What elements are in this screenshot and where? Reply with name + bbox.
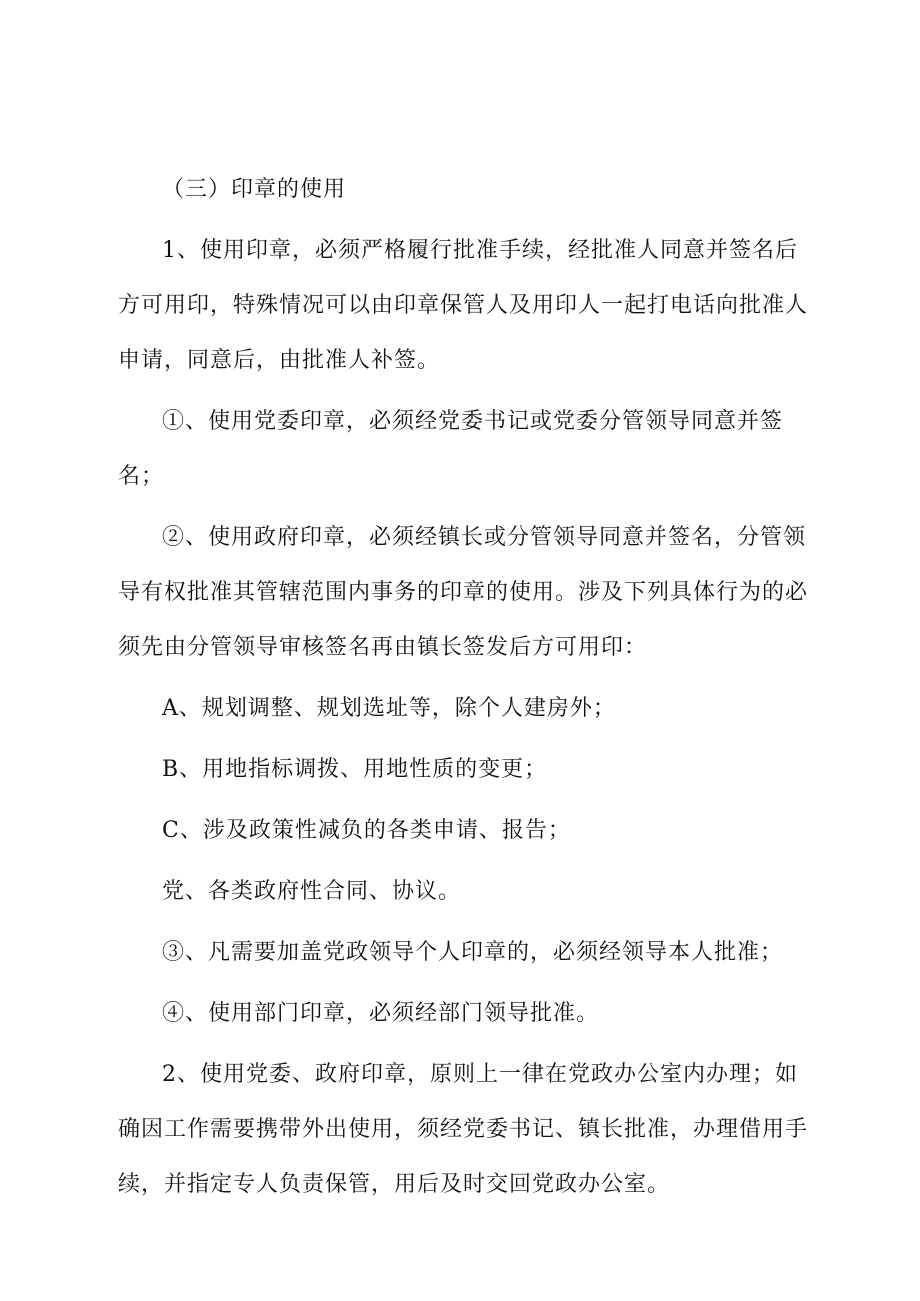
- paragraph-2: 2、使用党委、政府印章，原则上一律在党政办公室内办理；如确因工作需要携带外出使用，须经党委书记、镇长批准，办理借用手续，并指定专人负责保管，用后及时交回党政办公室。: [118, 1062, 809, 1197]
- paragraph-personal-seal: ③、凡需要加盖党政领导个人印章的，必须经领导本人批准；: [162, 940, 784, 965]
- list-item-b: B、用地指标调拨、用地性质的变更；: [162, 757, 548, 782]
- list-item-c: C、涉及政策性减负的各类申请、报告；: [162, 818, 571, 843]
- document-body: [118, 162, 808, 1212]
- list-item-d: 党、各类政府性合同、协议。: [162, 879, 462, 904]
- paragraph-government-seal: ②、使用政府印章，必须经镇长或分管领导同意并签名，分管领导有权批准其管辖范围内事务的印章的使用。涉及下列具体行为的必须先由分管领导审核签名再由镇长签发后方可用印：: [118, 525, 809, 660]
- list-item-a: A、规划调整、规划选址等，除个人建房外；: [162, 696, 616, 721]
- paragraph-department-seal: ④、使用部门印章，必须经部门领导批准。: [162, 1001, 600, 1026]
- paragraph-party-seal: ①、使用党委印章，必须经党委书记或党委分管领导同意并签名；: [118, 409, 784, 489]
- paragraph-1: 1、使用印章，必须严格履行批准手续，经批准人同意并签名后方可用印，特殊情况可以由印章保管人及用印人一起打电话向批准人申请，同意后，由批准人补签。: [118, 238, 809, 373]
- section-title: （三）印章的使用: [162, 177, 347, 202]
